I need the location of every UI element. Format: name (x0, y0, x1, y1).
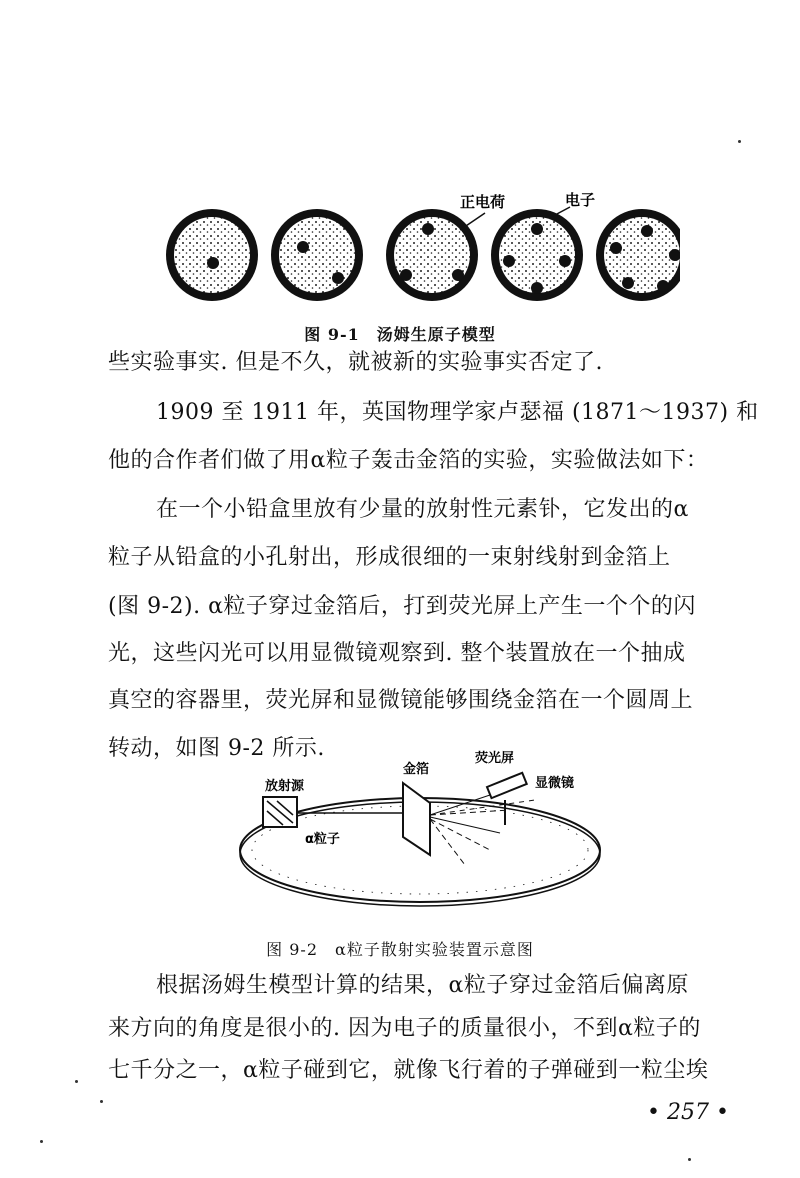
label-gold-foil: 金箔 (403, 762, 430, 777)
text-line: 些实验事实. 但是不久，就被新的实验事实否定了. (108, 350, 603, 375)
label-alpha: α粒子 (305, 832, 340, 847)
figure-2-caption: 图 9-2 α粒子散射实验装置示意图 (266, 940, 534, 959)
label-positive-charge: 正电荷 (460, 193, 506, 211)
text-line: (图 9-2). α粒子穿过金箔后，打到荧光屏上产生一个个的闪 (108, 594, 696, 619)
atom-2 (271, 209, 363, 301)
text-line: 1909 至 1911 年，英国物理学家卢瑟福 (1871～1937) 和 (156, 400, 759, 425)
text-line: 他的合作者们做了用α粒子轰击金箔的实验，实验做法如下： (108, 448, 709, 473)
scan-speck (40, 1140, 43, 1143)
label-source: 放射源 (265, 779, 305, 794)
scan-speck (75, 1080, 78, 1083)
scan-speck (100, 1100, 103, 1103)
text-line: 转动，如图 9-2 所示. (108, 736, 325, 761)
text-line: 光，这些闪光可以用显微镜观察到. 整个装置放在一个抽成 (108, 641, 686, 666)
thomson-atom-figure (160, 185, 680, 315)
label-microscope: 显微镜 (535, 776, 575, 791)
page-number: • 257 • (647, 1100, 729, 1125)
atom-5 (596, 209, 680, 301)
text-line: 根据汤姆生模型计算的结果，α粒子穿过金箔后偏离原 (156, 973, 689, 998)
text-line: 来方向的角度是很小的. 因为电子的质量很小，不到α粒子的 (108, 1016, 701, 1041)
text-line: 七千分之一，α粒子碰到它，就像飞行着的子弹碰到一粒尘埃 (108, 1058, 709, 1083)
label-electron: 电子 (565, 191, 596, 209)
text-line: 在一个小铅盒里放有少量的放射性元素钋，它发出的α (156, 497, 689, 522)
atom-3 (386, 209, 478, 301)
label-screen: 荧光屏 (475, 751, 515, 766)
figure-1-caption: 图 9-1 汤姆生原子模型 (304, 325, 496, 344)
text-line: 粒子从铅盒的小孔射出，形成很细的一束射线射到金箔上 (108, 545, 671, 570)
atom-1 (166, 209, 258, 301)
atom-4 (491, 209, 583, 301)
alpha-scattering-apparatus-figure (225, 745, 615, 915)
text-line: 真空的容器里，荧光屏和显微镜能够围绕金箔在一个圆周上 (108, 688, 694, 713)
scan-speck (688, 1158, 691, 1161)
scan-speck (738, 140, 741, 143)
